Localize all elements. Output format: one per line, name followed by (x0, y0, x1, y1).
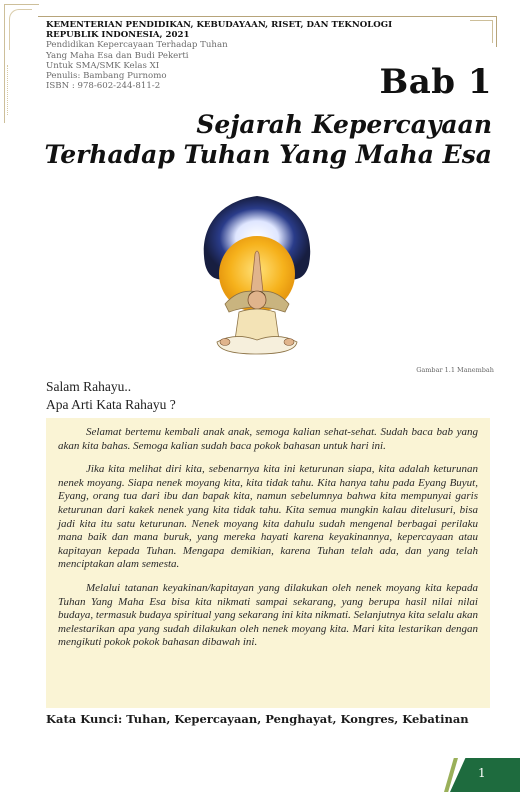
book-metadata (46, 20, 406, 91)
meditating-figure-illustration (195, 192, 319, 364)
page-number: 1 (478, 766, 486, 780)
chapter-title-line-2: Terhadap Tuhan Yang Maha Esa (44, 140, 492, 169)
greeting-line-1: Salam Rahayu.. (46, 379, 132, 394)
greeting (46, 378, 176, 414)
book-title-line-2: Yang Maha Esa dan Budi Pekerti (46, 50, 189, 61)
chapter-title (32, 110, 492, 170)
isbn-line: ISBN : 978-602-244-811-2 (46, 81, 161, 92)
author-line: Penulis: Bambang Purnomo (46, 71, 167, 82)
chapter-title-line-1: Sejarah Kepercayaan (196, 110, 492, 139)
intro-paragraph: Selamat bertemu kembali anak anak, semoga kalian sehat-sehat. Sudah baca bab yang akan kita bahas. Semoga kalian sudah baca pokok bahasan untuk hari ini. (58, 426, 478, 452)
corner-ornament (4, 4, 39, 123)
keywords: Kata Kunci: Tuhan, Kepercayaan, Penghayat, Kongres, Kebatinan (46, 712, 469, 726)
book-title-line-1: Pendidikan Kepercayaan Terhadap Tuhan (46, 40, 228, 51)
intro-text-box (46, 418, 490, 708)
ministry-line-2: REPUBLIK INDONESIA, 2021 (46, 30, 190, 41)
greeting-line-2: Apa Arti Kata Rahayu ? (46, 397, 176, 412)
chapter-number: Bab 1 (379, 62, 492, 102)
intro-paragraph: Melalui tatanan keyakinan/kapitayan yang dilakukan oleh nenek moyang kita kepada Tuhan Yang Maha Esa bisa kita nikmati sampai sekarang, yang berupa hasil nilai nilai budaya, termasuk budaya spiritual yang sekarang ini kita nikmati. Selanjutnya kita selalu akan melestarikan apa yang sudah dilakukan oleh nenek moyang kita. Mari kita lestarikan dengan mengikuti pokok pokok bahasan dibawah ini. (58, 581, 478, 649)
audience-line: Untuk SMA/SMK Kelas XI (46, 60, 160, 71)
ministry-line-1: KEMENTERIAN PENDIDIKAN, KEBUDAYAAN, RISET, DAN TEKNOLOGI (46, 20, 393, 30)
figure-caption: Gambar 1.1 Manembah (416, 366, 494, 374)
intro-paragraph: Jika kita melihat diri kita, sebenarnya kita ini keturunan siapa, kita adalah keturunan nenek moyang. Siapa nenek moyang kita, kita tidak tahu. Kita hanya tahu pada Eyang Buyut, Eyang, orang tua dari ibu dan bapak kita, namun sebelumnya bahwa kita mempunyai garis keturunan dari kakek nenek yang kita tidak tahu. Kita semua mungkin kalau ditelusuri, bisa jadi kita itu satu keturunan. Nenek moyang kita dahulu sudah mengenal berbagai perilaku mana baik dan mana buruk, yang mereka hayati karena keyakinannya, kepercayaan atau kapitayan kepada Tuhan. Mengapa demikian, karena Tuhan telah ada, dan yang telah menciptakan alam semesta. (58, 463, 478, 571)
